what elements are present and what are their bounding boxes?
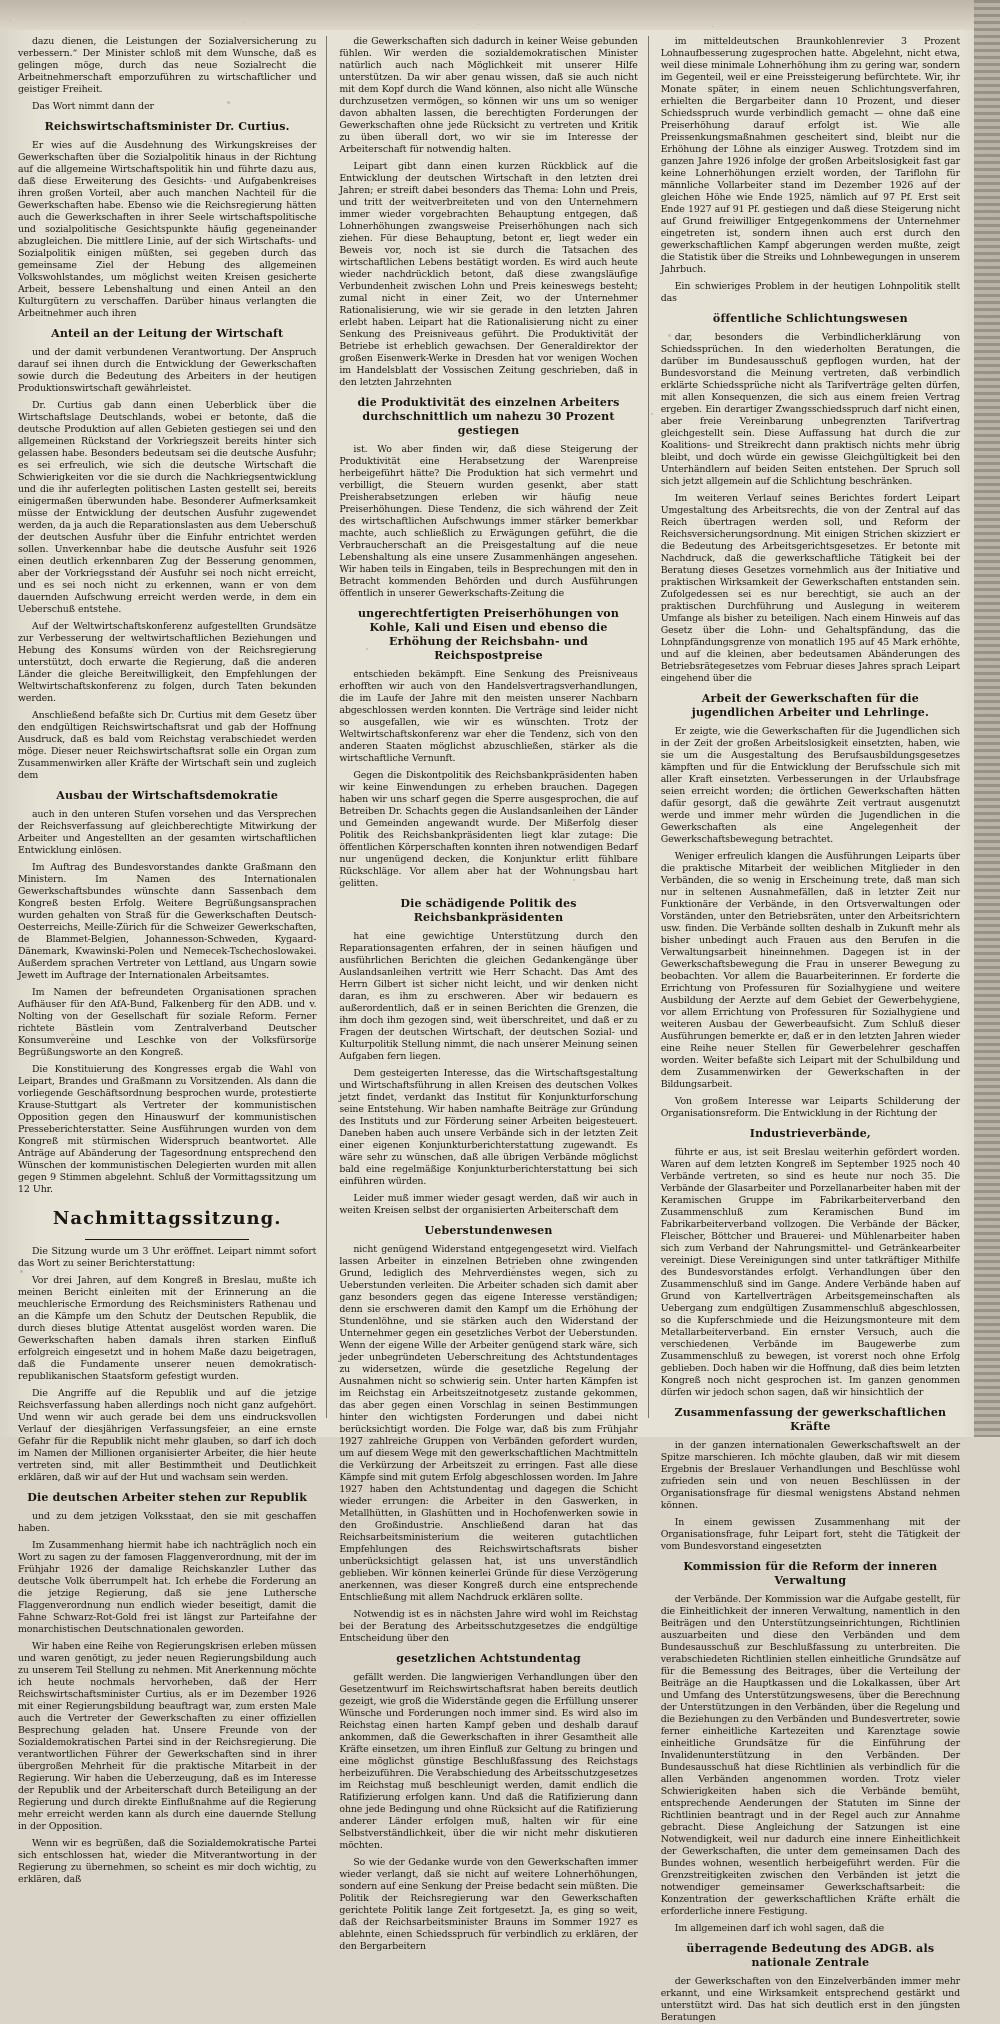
paragraph: Anschließend befaßte sich Dr. Curtius mit dem Gesetz über den endgültigen Reichswirtschaftsrat und gab der Hoffnung Ausdruck, daß es bald vom Reichstag verabschiedet werden möge. Dieser neuer Reichswirtschaftsrat solle ein Organ zum Zusammenwirken aller Kräfte der Wirtschaft sein und zugleich dem	[18, 710, 317, 781]
subheading: öffentliche Schlichtungswesen	[712, 312, 908, 325]
paragraph: im mitteldeutschen Braunkohlenrevier 3 Prozent Lohnaufbesserung zugesprochen hatte. Abgelehnt, nicht etwa, weil diese minimale Lohnerhöhung ihm zu gering war, sondern im Gegenteil, weil er eine Preissteigerung befürchtete. Wir, ihr Monate später, in einem neuen Schlichtungsverfahren, erhielten die Bergarbeiter dann 10 Prozent, und dieser Schiedsspruch wurde verbindlich gemacht — ohne daß eine Preiserhöhung darauf erfolgt ist. Wie alle Preissenkungsmaßnahmen gescheitert sind, bleibt nur die Erhöhung der Löhne als einziger Ausweg. Trotzdem sind im ganzen Jahre 1926 infolge der großen Arbeitslosigkeit fast gar keine Lohnerhöhungen erzielt worden, der Tariflohn für männliche Vollarbeiter stand im Dezember 1926 auf der gleichen Höhe wie Ende 1925, nämlich auf 97 Pf. Erst seit Ende 1927 auf 91 Pf. gestiegen und daß diese Steigerung nicht auf Grund freiwilliger Entgegenkommens der Unternehmer eingetreten ist, sondern ihnen auch erst durch den gewerkschaftlichen Kampf abgerungen werden mußte, zeigt die Statistik über die Streiks und Lohnbewegungen in unserem Jahrbuch.	[660, 36, 961, 275]
paragraph: Im allgemeinen darf ich wohl sagen, daß die	[674, 1923, 885, 1934]
paragraph: Von großem Interesse war Leiparts Schilderung der Organisationsreform. Die Entwicklung in der Richtung der	[660, 1096, 961, 1119]
paragraph: Vor drei Jahren, auf dem Kongreß in Breslau, mußte ich meinen Bericht einleiten mit der Erinnerung an die meuchlerische Ermordung des Reichsministers Rathenau und an die Kämpfe um den Schutz der Deutschen Republik, die durch dieses blutige Attentat ausgelöst worden waren. Die Gewerkschaften haben damals ihren starken Einfluß erfolgreich eingesetzt und in hohem Maße dazu beigetragen, daß die Fundamente unserer neuen demokratisch-republikanischen Staatsform gefestigt wurden.	[18, 1275, 317, 1382]
page-top-edge	[0, 0, 1000, 30]
paragraph: und der damit verbundenen Verantwortung. Der Anspruch darauf sei ihnen durch die Entwicklung der Gewerkschaften sowie durch die Bedeutung des Arbeiters in der heutigen Produktionswirtschaft gewährleistet.	[18, 347, 317, 394]
subheading: Die schädigende Politik des Reichsbankpräsidenten	[400, 897, 577, 924]
paragraph: Die Angriffe auf die Republik und auf die jetzige Reichsverfassung haben allerdings noch nicht ganz aufgehört. Und wenn wir auch gerade bei dem uns eindrucksvollen Verlauf der diesjährigen Verfassungsfeier, an eine ernste Gefahr für die Republik nicht mehr glauben, so darf ich doch im Namen der Millionen organisierter Arbeiter, die hier heute vertreten sind, mit aller Bestimmtheit und Deutlichkeit erklären, daß wir auf der Hut und wachsam sein werden.	[18, 1388, 317, 1483]
subheading: Die deutschen Arbeiter stehen zur Republik	[27, 1491, 308, 1504]
paragraph: Die Konstituierung des Kongresses ergab die Wahl von Leipart, Brandes und Graßmann zu Vorsitzenden. Als dann die vorliegende Geschäftsordnung besprochen wurde, protestierte Krause-Stuttgart als Vertreter der kommunistischen Opposition gegen den Hinauswurf der kommunistischen Presseberichterstatter. Seine Ausführungen wurden von dem Kongreß mit stürmischen Widerspruch beantwortet. Alle Anträge auf Abänderung der Tagesordnung entsprechend den Wünschen der kommunistischen Delegierten wurden mit allen gegen 9 Stimmen abgelehnt. Schluß der Vormittagssitzung um 12 Uhr.	[18, 1064, 317, 1195]
subheading: Kommission für die Reform der inneren Verwaltung	[683, 1560, 938, 1587]
paragraph: In einem gewissen Zusammenhang mit der Organisationsfrage, fuhr Leipart fort, steht die Tätigkeit der vom Bundesvorstand eingesetzten	[660, 1517, 961, 1552]
section-heading: Nachmittagssitzung.	[52, 1208, 282, 1229]
page-binding-edge	[974, 0, 1000, 1437]
subheading: ungerechtfertigten Preiserhöhungen von Kohle, Kali und Eisen und ebenso die Erhöhung der Reichsbahn- und Reichspostpreise	[357, 607, 620, 662]
paragraph: die Gewerkschaften sich dadurch in keiner Weise gebunden fühlen. Wir werden die sozialdemokratischen Minister natürlich auch nach Möglichkeit mit unserer Hilfe unterstützen. Da wir aber genau wissen, daß sie auch nicht mit dem Kopf durch die Wand können, also nicht alle Wünsche durchzusetzen vermögen, so können wir uns um so weniger davon abhalten lassen, die berechtigten Forderungen der Gewerkschaften ohne jede Rücksicht zu vertreten und Kritik zu üben überall dort, wo wir sie im Interesse der Arbeiterschaft für notwendig halten.	[339, 36, 638, 155]
paragraph: Er zeigte, wie die Gewerkschaften für die Jugendlichen sich in der Zeit der großen Arbeitslosigkeit einsetzten, haben, wie sie um die Ausgestaltung des Berufsausbildungsgesetzes kämpften und für die Entwicklung der Berufsschule sich mit aller Kraft einsetzten. Verbesserungen in der Urlaubsfrage seien erreicht worden; die örtlichen Gewerkschaften hätten dafür gesorgt, daß die gewährte Zeit vertraut ausgenutzt werde und immer mehr würden die Jugendlichen in die Gewerkschaften als eine Angelegenheit der Gewerkschaftsbewegung betrachtet.	[660, 726, 961, 845]
paragraph: dar, besonders die Verbindlicherklärung von Schiedssprüchen. In den wiederholten Beratungen, die darüber im Bundesausschuß gepflogen wurden, hat der Bundesvorstand die Meinung vertreten, daß verbindlich erklärte Schiedssprüche nicht als Tarifverträge gelten dürfen, mit allen Konsequenzen, die sich aus einem freien Vertrag ergeben. Ein derartiger Zwangsschiedsspruch darf nicht einen, aber freie Vereinbarung unbegrenzten Tarifvertrag gleichgestellt sein. Diese Auffassung hat durch die zur Koalitions- und Streikrecht dann praktisch nichts mehr übrig bleibt, und doch würde ein gewisse Gleichgültigkeit bei den Unterhändlern auf beiden Seiten entstehen. Der Spruch soll sich jetzt allgemein auf die Schlichtung beschränken.	[660, 332, 961, 487]
paragraph: in der ganzen internationalen Gewerkschaftswelt an der Spitze marschieren. Ich möchte glauben, daß wir mit diesem Ergebnis der Breslauer Verhandlungen und Beschlüsse wohl zufrieden sein und von neuen Beschlüssen in der Organisationsfrage für diesmal wenigstens Abstand nehmen können.	[660, 1440, 961, 1511]
paragraph: auch in den unteren Stufen vorsehen und das Versprechen der Reichsverfassung auf gleichberechtigte Mitwirkung der Arbeiter und Angestellten an der gesamten wirtschaftlichen Entwicklung einlösen.	[18, 809, 317, 856]
paragraph: Ein schwieriges Problem in der heutigen Lohnpolitik stellt das	[660, 281, 961, 304]
paragraph: gefällt werden. Die langwierigen Verhandlungen über den Gesetzentwurf im Reichswirtschaftsrat haben bereits deutlich gezeigt, wie groß die Widerstände gegen die Erfüllung unserer Wünsche und Forderungen noch immer sind. Es wird also im Reichstag einen harten Kampf geben und deshalb darauf ankommen, daß die Gewerkschaften in ihrer Gesamtheit alle Kräfte einsetzen, um ihren Einfluß zur Geltung zu bringen und eine möglichst günstige Beschlußfassung des Reichstags herbeizuführen. Die Verabschiedung des Arbeitsschutzgesetzes im Reichstag muß beschleunigt werden, damit endlich die Ratifizierung erfolgen kann. Und daß die Ratifizierung dann ohne jede Bedingung und ohne Rücksicht auf die Ratifizierung anderer Länder erfolgen muß, halten wir für eine Selbstverständlichkeit, über die wir nicht mehr diskutieren möchten.	[339, 1672, 638, 1851]
paragraph: nicht genügend Widerstand entgegengesetzt wird. Vielfach lassen Arbeiter in einzelnen Betrieben ohne zwingenden Grund, lediglich des Mehrverdienstes wegen, sich zu Ueberstunden verleiten. Die Arbeiter schaden sich damit aber ganz besonders gegen das eigene Interesse verständigen; denn sie erschweren damit den Kampf um die Erhöhung der Stundenlöhne, und sie stärken auch den Widerstand der Unternehmer gegen ein gesetzliches Verbot der Ueberstunden. Wenn der eigene Wille der Arbeiter genügend stark wäre, sich jeder unbegründeten Ueberschreitung des Achtstundentages zu widersetzen, würde die gesetzliche Regelung der Ausnahmen nicht so schwierig sein. Unter harten Kämpfen ist im Reichstag ein Arbeitszeitnotgesetz zustande gekommen, das aber gegen einen Vorschlag in seinen Bestimmungen hinter den wichtigsten Forderungen und dabei nicht berücksichtigt worden. Die Folge war, daß bis zum Frühjahr 1927 zahlreiche Gruppen von Verbänden gefordert wurden, um auf diesem Wege mit den gewerkschaftlichen Machtmitteln die Verkürzung der Arbeitszeit zu erringen. Fast alle diese Kämpfe sind mit gutem Erfolg abgeschlossen worden. Im Jahre 1927 haben den Achtstundentag und dagegen die Schicht wieder errungen: die Arbeiter in den Gaswerken, in Metallhütten, in Glashütten und in Hochofenwerken sowie in den Großindustrie. Anschließend daran hat das Reichsarbeitsministerium die weiteren gutachtlichen Empfehlungen des Reichswirtschaftsrats bisher unberücksichtigt gelassen hat, ist uns unverständlich geblieben. Wir können keinerlei Gründe für diese Verzögerung anerkennen, was dieser Kongreß durch eine entsprechende Entschließung mit allem Nachdruck erklären sollte.	[339, 1244, 638, 1603]
paragraph: Wenn wir es begrüßen, daß die Sozialdemokratische Partei sich entschlossen hat, wieder die Mitverantwortung in der Regierung zu übernehmen, so scheint es mir doch wichtig, zu erklären, daß	[18, 1838, 317, 1885]
paragraph: Leipart gibt dann einen kurzen Rückblick auf die Entwicklung der deutschen Wirtschaft in den letzten drei Jahren; er streift dabei besonders das Thema: Lohn und Preis, und tritt der weitverbreiteten und von den Unternehmern immer wieder vorgebrachten Behauptung entgegen, daß Lohnerhöhungen zwangsweise Preiserhöhungen nach sich ziehen. Für diese Behauptung, betont er, liegt weder ein Beweis vor, noch ist sie durch die Tatsachen des wirtschaftlichen Lebens bestätigt worden. Es wird auch heute wieder nachdrücklich betont, daß diese zwangsläufige Verbundenheit zwischen Lohn und Preis keineswegs besteht; zumal nicht in einer Zeit, wo der Unternehmer Rationalisierung, wie wir sie gerade in den letzten Jahren erlebt haben. Leipart hat die Rationalisierung nicht zu einer Senkung des Preisniveaus geführt. Die Produktivität der Betriebe ist erheblich gewachsen. Der Generaldirektor der großen Eisenwerk-Werke in Dresden hat vor wenigen Wochen im Handelsblatt der Vossischen Zeitung geschrieben, daß in den letzten Jahrzehnten	[339, 161, 638, 388]
paragraph: ist. Wo aber finden wir, daß diese Steigerung der Produktivität eine Herabsetzung der Warenpreise herbeigeführt hätte? Die Produktion hat sich vermehrt und verbilligt, die Steuern wurden gesenkt, aber statt Preisherabsetzungen erleben wir häufig neue Preiserhöhungen. Diese Tendenz, die sich während der Zeit des wirtschaftlichen Aufschwungs immer stärker bemerkbar machte, auch schließlich zu Erwägungen geführt, die die Verbraucherschaft an die Preisgestaltung auf die neue Lebenshaltung als eine unsere Zusammenhängen angesehen. Wir haben teils in Eingaben, teils in Besprechungen mit den in Betracht kommenden Behörden und durch Ausführungen öffentlich in unserer Gewerkschafts-Zeitung die	[339, 444, 638, 599]
paragraph: Leider muß immer wieder gesagt werden, daß wir auch in weiten Kreisen selbst der organisierten Arbeiterschaft dem	[339, 1193, 638, 1216]
subheading: Reichswirtschaftsminister Dr. Curtius.	[44, 120, 290, 133]
paragraph: Im Auftrag des Bundesvorstandes dankte Graßmann den Ministern. Im Namen des Internationalen Gewerkschaftsbundes wünschte dann Sassenbach dem Kongreß besten Erfolg. Weitere Begrüßungsansprachen wurden gehalten von Straß für die Gewerkschaften Deutsch-Oesterreichs, Meille-Zürich für die Schweizer Gewerkschaften, de Blammet-Belgien, Johannesson-Schweden, Kygaard-Dänemark, Kwawinski-Polen und Nemecek-Tschechoslowakei. Außerdem sprachen Vertreter von Lettland, aus Ungarn sowie Jewett im Auftrage der Internationalen Arbeitsamtes.	[18, 862, 317, 981]
column-1	[18, 36, 327, 1885]
column-3	[660, 36, 970, 2023]
subheading: Zusammenfassung der gewerkschaftlichen Kräfte	[674, 1406, 947, 1433]
paragraph: der Verbände. Der Kommission war die Aufgabe gestellt, für die Einheitlichkeit der inneren Verwaltung, namentlich in den Beiträgen und den Unterstützungseinrichtungen, Richtlinien auszuarbeiten und diese den Verbänden und dem Bundesausschuß zur Beschlußfassung zu unterbreiten. Die verabschiedeten Richtlinien stellen einheitliche Grundsätze auf für die Bemessung des Beitrages, über die Verteilung der Beiträge an die Hauptkassen und die Lokalkassen, über Art und Umfang des Unterstützungswesens, über die Berechnung der Unterstützungen in den Verbänden, über die Regelung und die Beziehungen zu den Verbänden und Bundesvertreter, sowie ferner einheitliche Kartezeiten und Karenztage sowie einheitliche Grundsätze für die Einführung der Invalidenunterstützung in den Verbänden. Der Bundesausschuß hat diese Richtlinien als verbindlich für die allen Verbänden angenommen worden. Trotz vieler Schwierigkeiten haben sich die Verbände bemüht, entsprechende Aenderungen der Statuten im Sinne der Richtlinien beantragt und in der Regel auch zur Annahme gebracht. Diese Angleichung der Satzungen ist eine Notwendigkeit, weil nur dadurch eine innere Einheitlichkeit der Gewerkschaften, die unter dem gemeinsamen Dach des Bundes wohnen, wesentlich herbeigeführt werden. Für die Grenzstreitigkeiten zwischen den Verbänden ist jetzt die notwendiger gemeinsamer Gewerkschaftsarbeit: die Konzentration der gewerkschaftlichen Kräfte erhält die erforderliche innere Festigung.	[660, 1594, 961, 1917]
paragraph: Das Wort nimmt dann der	[32, 101, 154, 112]
subheading: Ausbau der Wirtschaftsdemokratie	[56, 789, 279, 802]
paragraph: der Gewerkschaften von den Einzelverbänden immer mehr erkannt, und eine Wirksamkeit entsprechend gestärkt und unterstützt wird. Das hat sich deutlich erst in den jüngsten Beratungen	[660, 1976, 961, 2023]
paragraph: dazu dienen, die Leistungen der Sozialversicherung zu verbessern.“ Der Minister schloß mit dem Wunsche, daß es gelingen möge, durch das neue Sozialrecht die Arbeitnehmerschaft emporzuführen zu wirtschaftlicher und geistiger Freiheit.	[18, 36, 317, 95]
paragraph: und zu dem jetzigen Volksstaat, den sie mit geschaffen haben.	[18, 1511, 317, 1534]
heading-rule	[85, 1239, 249, 1240]
paragraph: Er wies auf die Ausdehnung des Wirkungskreises der Gewerkschaften über die Sozialpolitik hinaus in der Richtung auf die allgemeine Wirtschaftspolitik hin und führte dazu aus, daß diese Erweiterung des Gesichts- und Aufgabenkreises ihren großen Vorteil, aber auch manchen Nachteil für die Gewerkschaften habe. Ebenso wie die Reichsregierung hätten auch die Gewerkschaften in ihrer Seele wirtschaftspolitische und sozialpolitische Gesichtspunkte häufig gegeneinander abzugleichen. Die mittlere Linie, auf der sich Wirtschafts- und Sozialpolitik einigen müßten, sei gegeben durch das gemeinsame Ziel der Hebung des allgemeinen Volkswohlstandes, um möglichst weiten Kreisen gesicherte Arbeit, bessere Lebenshaltung und einen Anteil an den Kulturgütern zu verschaffen. Darüber hinaus verlangten die Arbeitnehmer auch ihren	[18, 140, 317, 319]
subheading: gesetzlichen Achtstundentag	[396, 1652, 581, 1665]
paragraph: Wir haben eine Reihe von Regierungskrisen erleben müssen und waren genötigt, zu jeder neuen Regierungsbildung auch zu unserem Teil Stellung zu nehmen. Mit Anerkennung möchte ich heute nochmals hervorheben, daß der Herr Reichswirtschaftsminister Curtius, als er im Dezember 1926 mit einer Regierungsbildung beauftragt war, zum ersten Male auch die Vertreter der Gewerkschaften zu einer offiziellen Besprechung geladen hat. Unsere Freunde von der Sozialdemokratischen Partei sind in der Reichsregierung. Die verantwortlichen Führer der Gewerkschaften sind in ihrer übergroßen Mehrheit für die praktische Mitarbeit in der Regierung. Wir haben die Ueberzeugung, daß es im Interesse der Republik und der Arbeiterschaft durch Beteiligung an der Regierung und durch direkte Einflußnahme auf die Regierung mehr erreicht werden kann als durch eine dauernde Stellung in der Opposition.	[18, 1641, 317, 1832]
subheading: die Produktivität des einzelnen Arbeiters durchschnittlich um nahezu 30 Prozent gestiegen	[357, 396, 620, 437]
subheading: überragende Bedeutung des ADGB. als nationale Zentrale	[686, 1942, 935, 1969]
subheading: Ueberstundenwesen	[424, 1224, 553, 1237]
paragraph: Notwendig ist es in nächsten Jahre wird wohl im Reichstag bei der Beratung des Arbeitsschutzgesetzes die endgültige Entscheidung über den	[339, 1609, 638, 1644]
paragraph: entschieden bekämpft. Eine Senkung des Preisniveaus erhofften wir auch von den Handelsvertragsverhandlungen, die im Laufe der Jahre mit den meisten unserer Nachbarn abgeschlossen werden konnten. Die Verträge sind leider nicht so ausgefallen, wie wir es wünschten. Trotz der Weltwirtschaftskonferenz war eher die Tendenz, sich von den anderen Staaten möglichst abzuschließen, stärker als die wirtschaftliche Vernunft.	[339, 669, 638, 764]
subheading: Industrieverbände,	[749, 1127, 871, 1140]
paragraph: Die Sitzung wurde um 3 Uhr eröffnet. Leipart nimmt sofort das Wort zu seiner Berichterstattung:	[18, 1246, 317, 1269]
paragraph: Gegen die Diskontpolitik des Reichsbankpräsidenten haben wir keine Einwendungen zu erheben brauchen. Dagegen haben wir uns scharf gegen die Sperre ausgesprochen, die auf Betreiben Dr. Schachts gegen die Auslandsanleihen der Länder und Gemeinden angewandt wurde. Der Mißerfolg dieser Politik des Reichsbankpräsidenten liegt klar zutage: Die öffentlichen Körperschaften konnten ihren notwendigen Bedarf nur ungenügend decken, die Konjunktur erlitt fühlbare Rückschläge. Vor allem aber hat der Wohnungsbau hart gelitten.	[339, 770, 638, 889]
paragraph: Im Zusammenhang hiermit habe ich nachträglich noch ein Wort zu sagen zu der famosen Flaggenverordnung, mit der im Frühjahr 1926 der damalige Reichskanzler Luther das deutsche Volk überrumpelt hat. Ich erhebe die Forderung an die jetzige Regierung, daß sie jene Luthersche Flaggenverordnung nun endlich wieder beseitigt, damit die Fahne Schwarz-Rot-Gold frei ist längst zur Parteifahne der monarchistischen Deutschnationalen geworden.	[18, 1540, 317, 1635]
paragraph: Im Namen der befreundeten Organisationen sprachen Aufhäuser für den AfA-Bund, Falkenberg für den ADB. und v. Nolting von der Gesellschaft für soziale Reform. Ferner richtete Bästlein vom Zentralverband Deutscher Konsumvereine und Leschke von der Volksfürsorge Begrüßungsworte an den Kongreß.	[18, 987, 317, 1058]
paragraph: Im weiteren Verlauf seines Berichtes fordert Leipart Umgestaltung des Arbeitsrechts, die von der Zentral auf das Reich übertragen werden soll, und Reform der Reichsversicherungsordnung. Mit einigen Strichen skizziert er die Bedeutung des Arbeitsgerichtsgesetzes. Er betonte mit Nachdruck, daß die gewerkschaftliche Tätigkeit bei der Beratung dieses Gesetzes vornehmlich aus der Initiative und praktischen Wirksamkeit der Gewerkschaften entstanden sein. Zufolgedessen sei es nur berechtigt, sie auch an der praktischen Durchführung und Auslegung in weiterem Umfange als bisher zu beteiligen. Nach einem Hinweis auf das Gesetz über die Lohn- und Gehaltspfändung, das die Lohnpfändungsgrenze von monatlich 195 auf 45 Mark erhöhte, und auf die kleinen, aber bedeutsamen Abänderungen des Betriebsrätegesetzes vom Februar dieses Jahres sprach Leipart eingehend über die	[660, 493, 961, 684]
paragraph: So wie der Gedanke wurde von den Gewerkschaften immer wieder verlangt, daß sie nicht auf weitere Lohnerhöhungen, sondern auf eine Senkung der Preise bedacht sein müßten. Die Politik der Reichsregierung war den Gewerkschaften gerichtete Politik lange Zeit fortgesetzt. Ja, es ging so weit, daß der Reichsarbeitsminister Brauns im Sommer 1927 es ablehnte, einen Schiedsspruch für verbindlich zu erklären, der den Bergarbeitern	[339, 1857, 638, 1952]
paragraph: Dem gesteigerten Interesse, das die Wirtschaftsgestaltung und Wirtschaftsführung in allen Kreisen des deutschen Volkes jetzt findet, verdankt das Institut für Konjunkturforschung seine Entstehung. Wir haben namhafte Beiträge zur Gründung des Instituts und zur Förderung seiner Arbeiten beigesteuert. Daneben haben auch unsere Verbände sich in der letzten Zeit einer eigenen Konjunkturberichterstattung zugewandt. Es wäre sehr zu wünschen, daß alle übrigen Verbände möglichst bald eine regelmäßige Konjunkturberichterstattung bei sich einführen würden.	[339, 1068, 638, 1187]
paragraph: Weniger erfreulich klangen die Ausführungen Leiparts über die praktische Mitarbeit der weiblichen Mitglieder in den Verbänden, die so wenig in Erscheinung trete, daß man sich nur in seltenen Ausnahmefällen, daß in letzter Zeit nur Funktionäre der Verbände, in den Ortsverwaltungen oder Vorständen, unter den Betriebsräten, unter den Arbeitsrichtern usw. finden. Die Verbände sollten deshalb in Zukunft mehr als bisher unbedingt auch Frauen aus den Berufen in die Verwaltungsarbeit hineinnehmen. Dagegen ist in der Gewerkschaftsbewegung die Frau in unserer Bewegung zu beobachten. Vor allem die Bauarbeiterinnen. Er forderte die Errichtung von Professuren für Sozialhygiene und weitere Ausbildung der Aerzte auf dem Gebiet der Gewerbehygiene, vor allem Errichtung von Professuren für Sozialhygiene und weiteren Ausbau der Gewerbeaufsicht. Zum Schluß dieser Ausführungen bemerkte er, daß er in den letzten Jahren wieder eine Reihe neuer Stellen für Gewerbelehrer geschaffen worden. Weiter befaßte sich Leipart mit der Schulbildung und dem Zusammenwirken der Gewerkschaften in der Bildungsarbeit.	[660, 851, 961, 1090]
subheading: Anteil an der Leitung der Wirtschaft	[51, 327, 284, 340]
paragraph: Dr. Curtius gab dann einen Ueberblick über die Wirtschaftslage Deutschlands, wobei er betonte, daß die deutsche Produktion auf allen Gebieten gestiegen sei und den allgemeinen Rückstand der Vorkriegszeit bereits hinter sich gelassen habe. Besonders bedeutsam sei die deutsche Ausfuhr; es sei erfreulich, wie sich die deutsche Wirtschaft die Schwierigkeiten vor die sie durch die Nachkriegsentwicklung und die ihr auferlegten politischen Lasten gestellt sei, bereits einigermaßen überwunden habe. Besonderer Aufmerksamkeit müsse der Entwicklung der deutschen Ausfuhr zugewendet werden, da ja auch die Reparationslasten aus dem Ueberschuß der deutschen Ausfuhr über die Einfuhr entrichtet werden sollen. Unverkennbar habe die deutsche Ausfuhr seit 1926 einen deutlich erkennbaren Zug der Besserung genommen, aber der Vorkriegsstand der Ausfuhr sei noch nicht erreicht, und es sei noch nicht zu erkennen, wann er von dem dauernden Aufschwung erreicht werden werde, in dem ein Ueberschuß entstehe.	[18, 400, 317, 615]
paragraph: hat eine gewichtige Unterstützung durch den Reparationsagenten erfahren, der in seinen häufigen und ausführlichen Berichten die gleichen Gedankengänge über Auslandsanleihen vertritt wie Herr Schacht. Das Amt des Herrn Gilbert ist sicher nicht leicht, und wir denken nicht daran, es ihm zu erschweren. Aber wir bedauern es außerordentlich, daß er in seinen Berichten die Grenzen, die ihm doch ihm gezogen sind, weit überschreitet, und daß er zu Fragen der deutschen Wirtschaft, der deutschen Sozial- und Kulturpolitik Stellung nimmt, die nach unserer Meinung seinen Aufgaben fern liegen.	[339, 931, 638, 1062]
text-columns	[18, 36, 970, 2023]
paragraph: führte er aus, ist seit Breslau weiterhin gefördert worden. Waren auf dem letzten Kongreß im September 1925 noch 40 Verbände vertreten, so sind es heute nur noch 35. Die Verbände der Glasarbeiter und Porzellanarbeiter haben mit der Keramischen Gruppe im Fabrikarbeiterverband den Zusammenschluß zum Keramischen Bund im Fabrikarbeiterverband vollzogen. Die Verbände der Bäcker, Fleischer, Böttcher und Brauerei- und Mühlenarbeiter haben sich zum Verband der Nahrungsmittel- und Getränkearbeiter vereinigt. Diese Vereinigungen sind unter tatkräftiger Mithilfe des Bundesvorstandes erfolgt. Verhandlungen über den Zusammenschluß sind im Gange. Andere Verbände haben auf Grund von Kartellverträgen Arbeitsgemeinschaften als Uebergang zum endgültigen Zusammenschluß abgeschlossen, so die Kupferschmiede und die Heizungsmonteure mit dem Metallarbeiterverband. Ein ernster Versuch, auch die verschiedenen Verbände im Baugewerbe zum Zusammenschluß zu bewegen, ist vorerst noch ohne Erfolg geblieben. Doch haben wir die Hoffnung, daß dies beim letzten Kongreß noch nicht gesprochen ist. Im ganzen genommen dürfen wir jedoch schon sagen, daß wir hinsichtlich der	[660, 1147, 961, 1398]
paragraph: Auf der Weltwirtschaftskonferenz aufgestellten Grundsätze zur Verbesserung der weltwirtschaftlichen Beziehungen und Hebung des Konsums würden von der Reichsregierung unterstützt, doch erwarte die Regierung, daß die anderen Länder die gleiche Bereitwilligkeit, den Empfehlungen der Weltwirtschaftskonferenz zu folgen, durch Taten bekunden werden.	[18, 621, 317, 704]
subheading: Arbeit der Gewerkschaften für die jugendlichen Arbeiter und Lehrlinge.	[691, 692, 929, 719]
column-2	[339, 36, 648, 1952]
